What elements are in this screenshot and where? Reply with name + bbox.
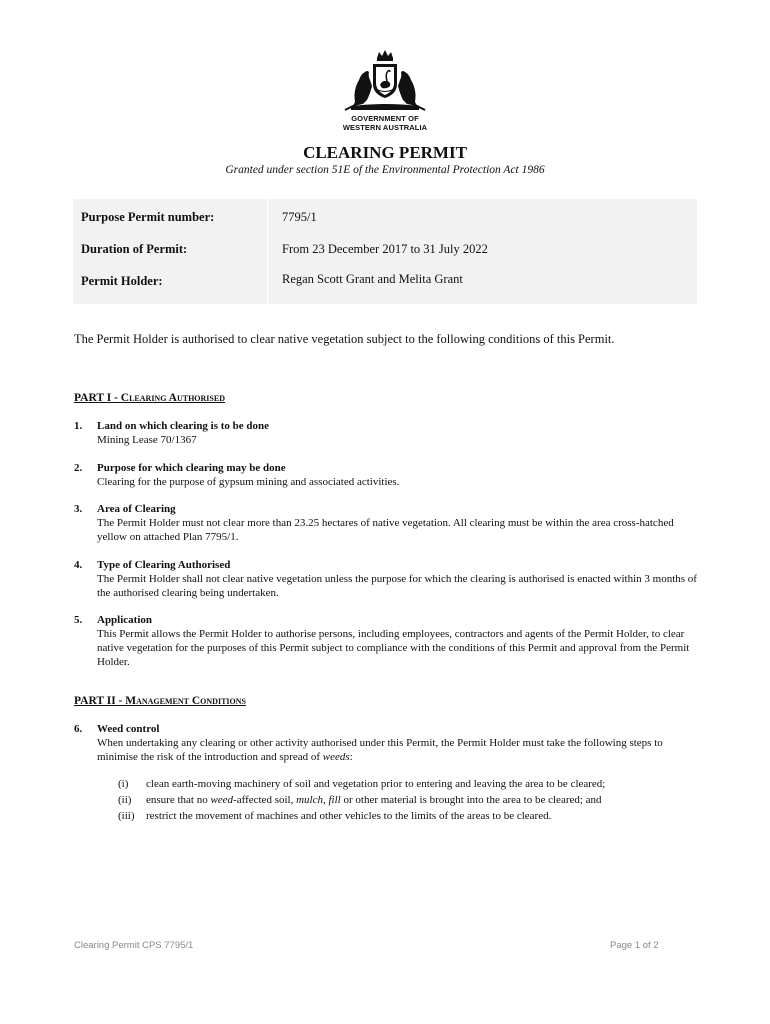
government-label-line2: WESTERN AUSTRALIA <box>342 123 428 132</box>
part1-heading <box>74 392 225 404</box>
list-text: restrict the movement of machines and other vehicles to the limits of the areas to be cleared. <box>146 810 552 822</box>
part2-prefix: PART II - <box>74 695 126 707</box>
item-heading: Purpose for which clearing may be done <box>97 462 286 474</box>
part1-title: Clearing Authorised <box>120 392 225 404</box>
page-title: CLEARING PERMIT <box>303 143 467 162</box>
page-subtitle: Granted under section 51E of the Environmental Protection Act 1986 <box>225 164 545 176</box>
footer-page-number: Page 1 of 2 <box>610 940 659 951</box>
item-text: Clearing for the purpose of gypsum mining and associated activities. <box>97 476 400 488</box>
table-value: From 23 December 2017 to 31 July 2022 <box>282 242 488 256</box>
table-value: 7795/1 <box>282 210 317 224</box>
item-number: 2. <box>74 462 83 474</box>
intro-paragraph: The Permit Holder is authorised to clear native vegetation subject to the following conditions of this Permit. <box>74 332 615 346</box>
item-heading: Area of Clearing <box>97 503 176 515</box>
table-label: Duration of Permit: <box>81 242 188 256</box>
list-number: (ii) <box>118 794 132 806</box>
item-heading: Weed control <box>97 723 160 735</box>
table-value: Regan Scott Grant and Melita Grant <box>282 272 463 286</box>
item-number: 6. <box>74 723 83 735</box>
part1-prefix: PART I - <box>74 392 121 404</box>
part2-heading <box>74 695 246 707</box>
permit-details-table <box>73 199 697 304</box>
table-label: Purpose Permit number: <box>81 210 215 224</box>
coat-of-arms-logo <box>343 50 427 112</box>
list-item <box>118 808 698 824</box>
defined-term: weeds <box>322 751 350 763</box>
list-item <box>118 792 698 808</box>
item-number: 5. <box>74 614 83 626</box>
item-number: 4. <box>74 559 83 571</box>
government-label-line1: GOVERNMENT OF <box>351 114 419 123</box>
table-label: Permit Holder: <box>81 274 163 288</box>
item-text: Mining Lease 70/1367 <box>97 434 197 446</box>
weed-control-steps <box>118 776 698 824</box>
list-number: (iii) <box>118 810 135 822</box>
list-text: clean earth-moving machinery of soil and vegetation prior to entering and leaving the area to be cleared; <box>146 778 606 790</box>
list-item <box>118 776 698 792</box>
item-text: When undertaking any clearing or other activity authorised under this Permit, the Permit Holder must take the following steps to minimise the risk of the introduction and spread of weeds: <box>97 737 663 763</box>
item-text: This Permit allows the Permit Holder to authorise persons, including employees, contractors and agents of the Permit Holder, to clear native vegetation for the purposes of this Permit subject to compliance with the conditions of this Permit and approval from the Permit Holder. <box>97 628 690 668</box>
list-number: (i) <box>118 778 129 790</box>
item-heading: Type of Clearing Authorised <box>97 559 231 571</box>
item-heading: Application <box>97 614 153 626</box>
item-text: The Permit Holder must not clear more than 23.25 hectares of native vegetation. All clearing must be within the area cross-hatched yellow on attached Plan 7795/1. <box>97 517 674 543</box>
part2-title: Management Conditions <box>125 695 246 707</box>
table-column-divider <box>267 199 268 304</box>
item-number: 1. <box>74 420 83 432</box>
item-heading: Land on which clearing is to be done <box>97 420 270 432</box>
item-text: The Permit Holder shall not clear native vegetation unless the purpose for which the clearing is authorised is enacted within 3 months of the authorised clearing being undertaken. <box>97 573 697 599</box>
list-text: ensure that no weed-affected soil, mulch, fill or other material is brought into the area to be cleared; and <box>146 794 602 806</box>
footer-document-id: Clearing Permit CPS 7795/1 <box>74 940 194 951</box>
item-number: 3. <box>74 503 83 515</box>
